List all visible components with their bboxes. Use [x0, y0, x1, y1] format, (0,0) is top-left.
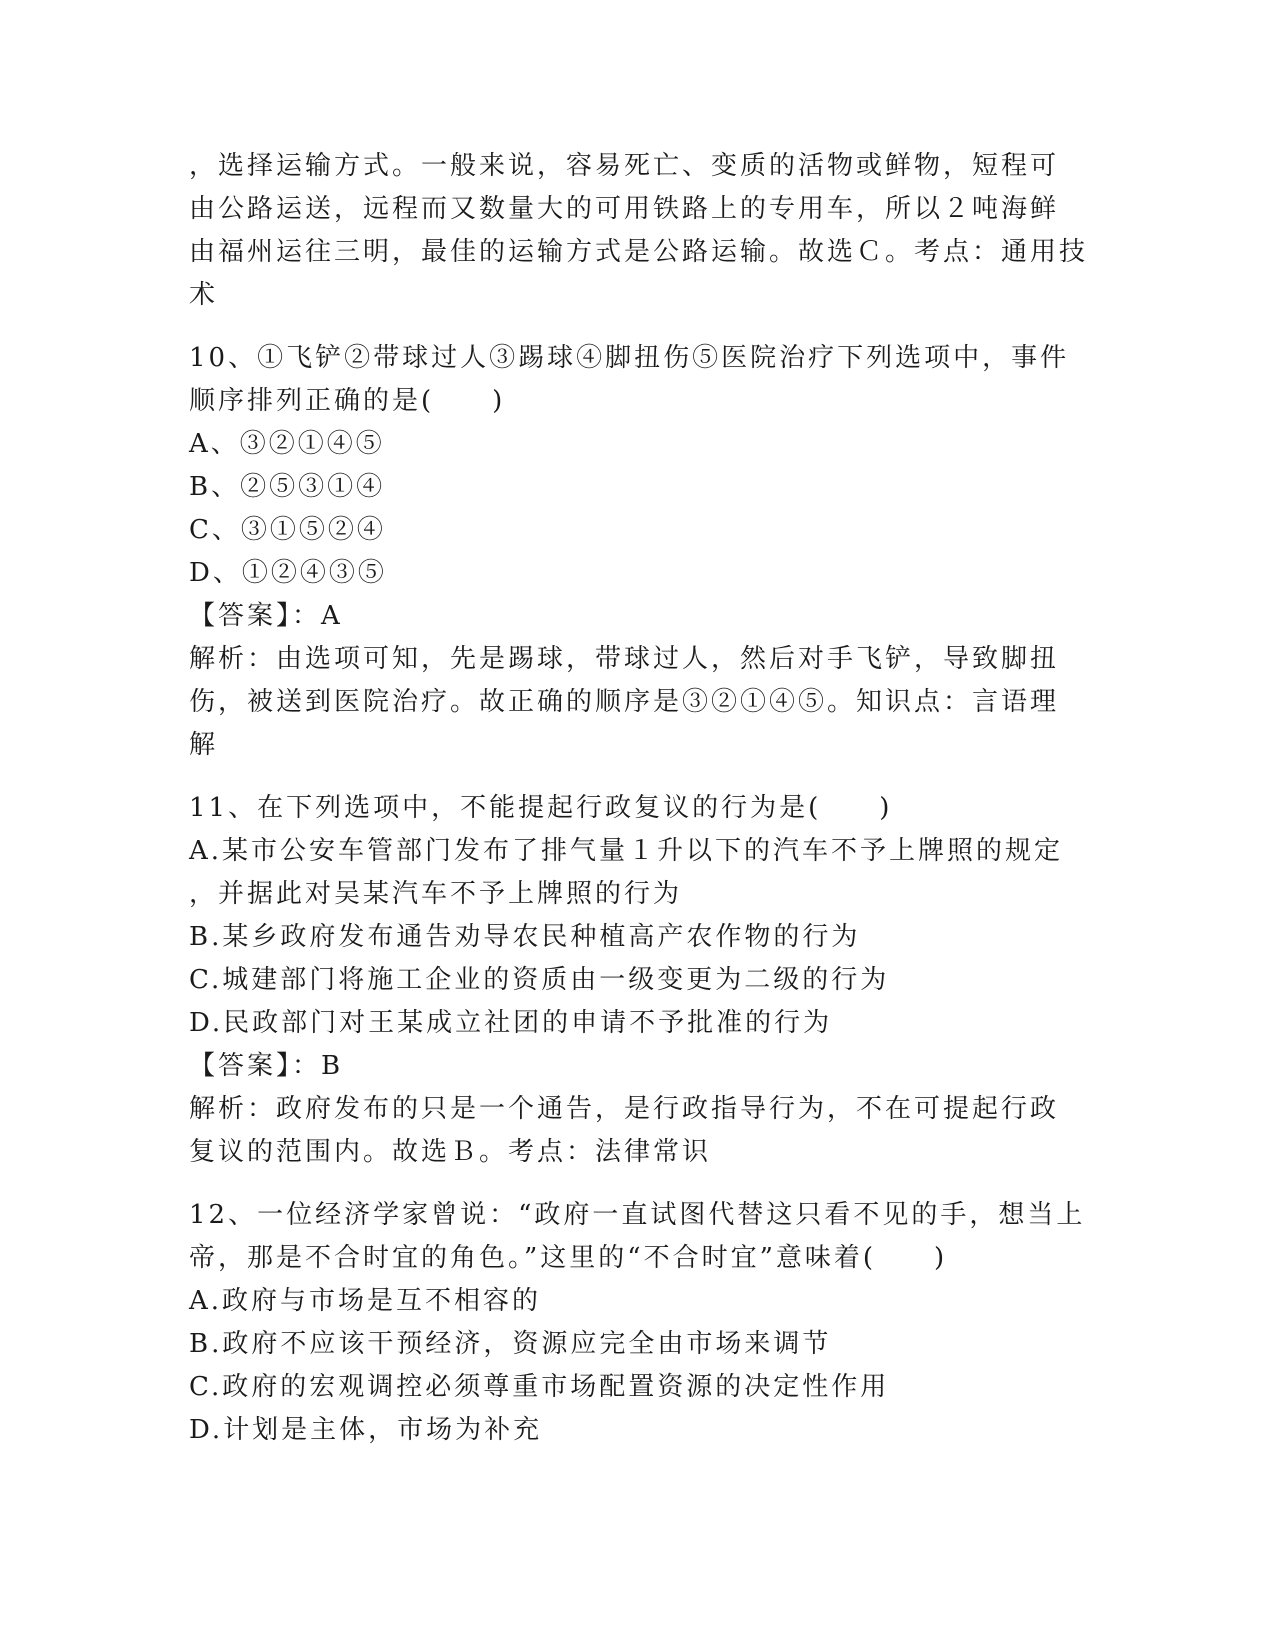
- analysis-line: 复议的范围内。故选Ｂ。考点：法律常识: [189, 1137, 712, 1167]
- spacer: [189, 1174, 1089, 1194]
- answer-line: 【答案】：B: [189, 1051, 344, 1081]
- document-page: [189, 145, 1089, 1452]
- option-d: D.民政部门对王某成立社团的申请不予批准的行为: [189, 1008, 833, 1038]
- text-line: 由公路运送，远程而又数量大的可用铁路上的专用车，所以２吨海鲜: [189, 194, 1060, 224]
- option-b: B.某乡政府发布通告劝导农民种植高产农作物的行为: [189, 922, 861, 952]
- text-line: 由福州运往三明，最佳的运输方式是公路运输。故选Ｃ。考点：通用技: [189, 237, 1089, 267]
- question-stem: 12、一位经济学家曾说：“政府一直试图代替这只看不见的手，想当上: [189, 1200, 1086, 1230]
- option-c: C.政府的宏观调控必须尊重市场配置资源的决定性作用: [189, 1372, 890, 1402]
- question-stem: 顺序排列正确的是( ): [189, 386, 506, 416]
- option-a: A.某市公安车管部门发布了排气量１升以下的汽车不予上牌照的规定: [189, 836, 1064, 866]
- option-b: B、②⑤③①④: [189, 472, 386, 502]
- text-line: 术: [189, 280, 219, 310]
- intro-analysis: [189, 145, 1089, 317]
- option-c: C、③①⑤②④: [189, 515, 386, 545]
- analysis-line: 解: [189, 730, 219, 760]
- spacer: [189, 767, 1089, 787]
- question-stem: 帝，那是不合时宜的角色。”这里的“不合时宜”意味着( ): [189, 1243, 948, 1273]
- option-a: A.政府与市场是互不相容的: [189, 1286, 542, 1316]
- analysis-line: 解析：由选项可知，先是踢球，带球过人，然后对手飞铲，导致脚扭: [189, 644, 1060, 674]
- option-b: B.政府不应该干预经济，资源应完全由市场来调节: [189, 1329, 832, 1359]
- question-11: [189, 787, 1089, 1174]
- question-stem: 10、①飞铲②带球过人③踢球④脚扭伤⑤医院治疗下列选项中，事件: [189, 343, 1070, 373]
- option-a-continued: ，并据此对吴某汽车不予上牌照的行为: [189, 879, 683, 909]
- option-d: D、①②④③⑤: [189, 558, 387, 588]
- option-c: C.城建部门将施工企业的资质由一级变更为二级的行为: [189, 965, 890, 995]
- analysis-line: 伤，被送到医院治疗。故正确的顺序是③②①④⑤。知识点：言语理: [189, 687, 1060, 717]
- question-12: [189, 1194, 1089, 1452]
- option-a: A、③②①④⑤: [189, 429, 385, 459]
- question-10: [189, 337, 1089, 767]
- text-line: ，选择运输方式。一般来说，容易死亡、变质的活物或鲜物，短程可: [189, 151, 1060, 181]
- option-d: D.计划是主体，市场为补充: [189, 1415, 543, 1445]
- answer-line: 【答案】：A: [189, 601, 343, 631]
- analysis-line: 解析：政府发布的只是一个通告，是行政指导行为，不在可提起行政: [189, 1094, 1060, 1124]
- question-stem: 11、在下列选项中，不能提起行政复议的行为是( ): [189, 793, 893, 823]
- spacer: [189, 317, 1089, 337]
